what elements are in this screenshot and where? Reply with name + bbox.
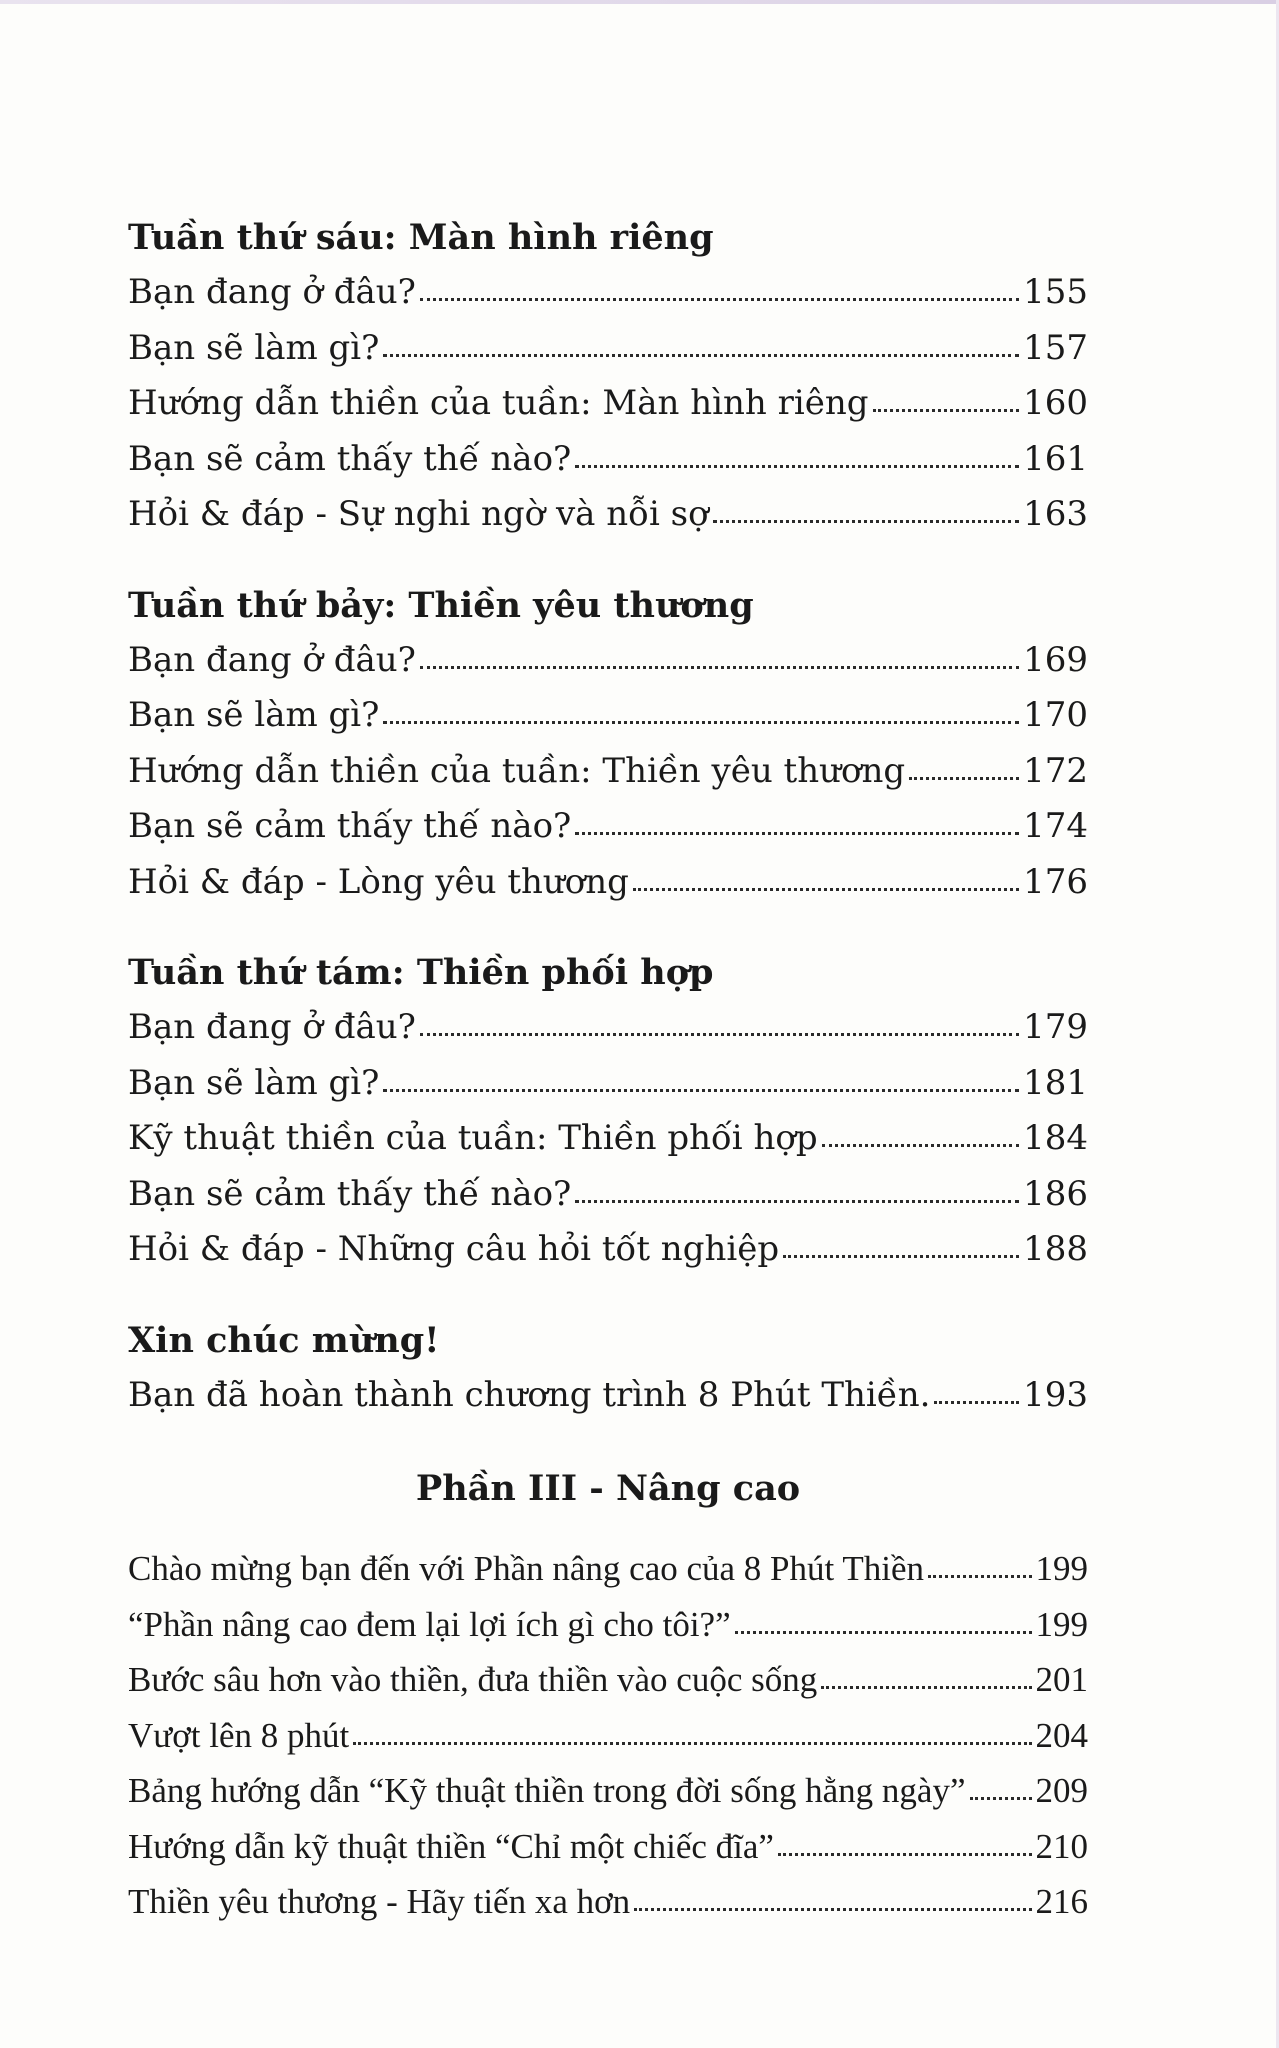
entry-label: Bạn đang ở đâu? (128, 272, 416, 312)
entry-page-number: 160 (1023, 383, 1088, 423)
entry-label: Bạn đang ở đâu? (128, 1007, 416, 1047)
toc-entry (128, 321, 1088, 377)
dot-leader (778, 1823, 1032, 1858)
entry-label: Bạn sẽ làm gì? (128, 1062, 380, 1103)
dot-leader (822, 1115, 1019, 1149)
dot-leader (735, 1601, 1032, 1636)
entry-page-number: 161 (1023, 438, 1088, 479)
dot-leader (934, 1372, 1019, 1406)
entry-label: Hỏi & đáp - Sự nghi ngờ và nỗi sợ (128, 494, 709, 534)
part-title: Phần III - Nâng cao (415, 1468, 801, 1509)
dot-leader (873, 380, 1020, 414)
dot-leader (575, 1171, 1019, 1205)
toc-section-week-6 (128, 210, 1088, 543)
toc-entry (128, 432, 1088, 488)
entry-page-number: 210 (1035, 1826, 1088, 1866)
entry-page-number: 193 (1023, 1374, 1088, 1415)
entry-label: Vượt lên 8 phút (128, 1715, 350, 1755)
dot-leader (420, 637, 1019, 671)
toc-entry (128, 1222, 1088, 1278)
toc-part-3 (128, 1461, 1088, 1930)
dot-leader (383, 1060, 1019, 1094)
entry-page-number: 174 (1023, 806, 1088, 846)
entry-page-number: 170 (1023, 695, 1088, 735)
table-of-contents (128, 210, 1088, 1930)
entry-page-number: 169 (1023, 639, 1088, 680)
dot-leader (634, 1878, 1031, 1913)
section-title: Tuần thứ tám: Thiền phối hợp (128, 952, 714, 993)
dot-leader (633, 859, 1019, 893)
toc-entry (128, 633, 1088, 689)
dot-leader (353, 1712, 1031, 1747)
dot-leader (420, 1004, 1019, 1038)
dot-leader (928, 1545, 1032, 1580)
entry-page-number: 172 (1023, 750, 1088, 791)
section-title: Xin chúc mừng! (128, 1319, 440, 1361)
entry-page-number: 181 (1023, 1062, 1088, 1103)
entry-label: Bạn sẽ cảm thấy thế nào? (128, 1173, 572, 1214)
toc-section-congratulations (128, 1313, 1088, 1424)
toc-entry (128, 1541, 1088, 1597)
entry-page-number: 184 (1023, 1118, 1088, 1158)
dot-leader (575, 436, 1019, 470)
entry-label: Hỏi & đáp - Lòng yêu thương (128, 861, 629, 902)
entry-label: Bạn đã hoàn thành chương trình 8 Phút Thiền. (128, 1374, 931, 1415)
toc-section-week-8 (128, 945, 1088, 1278)
dot-leader (420, 269, 1019, 303)
entry-page-number: 199 (1035, 1604, 1088, 1644)
dot-leader (575, 803, 1019, 837)
dot-leader (383, 692, 1019, 726)
toc-entry (128, 487, 1088, 543)
toc-entry (128, 265, 1088, 321)
toc-entry (128, 1874, 1088, 1930)
dot-leader (821, 1656, 1031, 1691)
entry-label: Bảng hướng dẫn “Kỹ thuật thiền trong đời sống hằng ngày” (128, 1771, 966, 1810)
entry-page-number: 176 (1023, 861, 1088, 902)
toc-entry (128, 1819, 1088, 1875)
entry-label: Hướng dẫn thiền của tuần: Màn hình riêng (128, 383, 869, 423)
entry-page-number: 157 (1023, 327, 1088, 368)
dot-leader (783, 1226, 1019, 1260)
dot-leader (713, 491, 1020, 525)
dot-leader (909, 748, 1019, 782)
entry-label: “Phần nâng cao đem lại lợi ích gì cho tôi?” (128, 1604, 731, 1644)
entry-page-number: 209 (1035, 1771, 1088, 1810)
toc-entry (128, 376, 1088, 432)
entry-label: Bước sâu hơn vào thiền, đưa thiền vào cuộc sống (128, 1660, 818, 1699)
toc-entry (128, 855, 1088, 911)
entry-label: Chào mừng bạn đến với Phần nâng cao của 8 Phút Thiền (128, 1549, 924, 1588)
entry-label: Kỹ thuật thiền của tuần: Thiền phối hợp (128, 1118, 818, 1158)
entry-page-number: 155 (1023, 272, 1088, 312)
toc-entry (128, 1652, 1088, 1708)
entry-page-number: 216 (1035, 1882, 1088, 1921)
entry-label: Bạn sẽ cảm thấy thế nào? (128, 806, 572, 846)
entry-page-number: 199 (1035, 1549, 1088, 1588)
entry-label: Bạn đang ở đâu? (128, 639, 416, 680)
toc-entry (128, 1111, 1088, 1167)
entry-label: Bạn sẽ làm gì? (128, 327, 380, 368)
toc-entry (128, 1708, 1088, 1764)
entry-page-number: 204 (1035, 1715, 1088, 1755)
entry-label: Thiền yêu thương - Hãy tiến xa hơn (128, 1882, 631, 1921)
entry-page-number: 188 (1023, 1229, 1088, 1269)
dot-leader (970, 1767, 1032, 1802)
page-top-edge (0, 0, 1279, 4)
toc-section-week-7 (128, 578, 1088, 911)
toc-entry (128, 799, 1088, 855)
entry-label: Hướng dẫn kỹ thuật thiền “Chỉ một chiếc đĩa” (128, 1826, 774, 1866)
toc-entry (128, 1056, 1088, 1112)
toc-entry (128, 1000, 1088, 1056)
entry-page-number: 186 (1023, 1173, 1088, 1214)
section-title: Tuần thứ bảy: Thiền yêu thương (128, 584, 754, 626)
entry-page-number: 201 (1035, 1660, 1088, 1699)
toc-entry (128, 744, 1088, 800)
toc-entry (128, 1763, 1088, 1819)
toc-entry (128, 1167, 1088, 1223)
entry-label: Bạn sẽ làm gì? (128, 695, 380, 735)
entry-page-number: 179 (1023, 1007, 1088, 1047)
toc-entry (128, 1597, 1088, 1653)
entry-label: Hỏi & đáp - Những câu hỏi tốt nghiệp (128, 1229, 780, 1269)
entry-page-number: 163 (1023, 494, 1088, 534)
toc-entry (128, 1368, 1088, 1424)
dot-leader (383, 325, 1019, 359)
entry-label: Bạn sẽ cảm thấy thế nào? (128, 438, 572, 479)
entry-label: Hướng dẫn thiền của tuần: Thiền yêu thương (128, 750, 906, 791)
toc-entry (128, 688, 1088, 744)
section-title: Tuần thứ sáu: Màn hình riêng (128, 217, 714, 258)
